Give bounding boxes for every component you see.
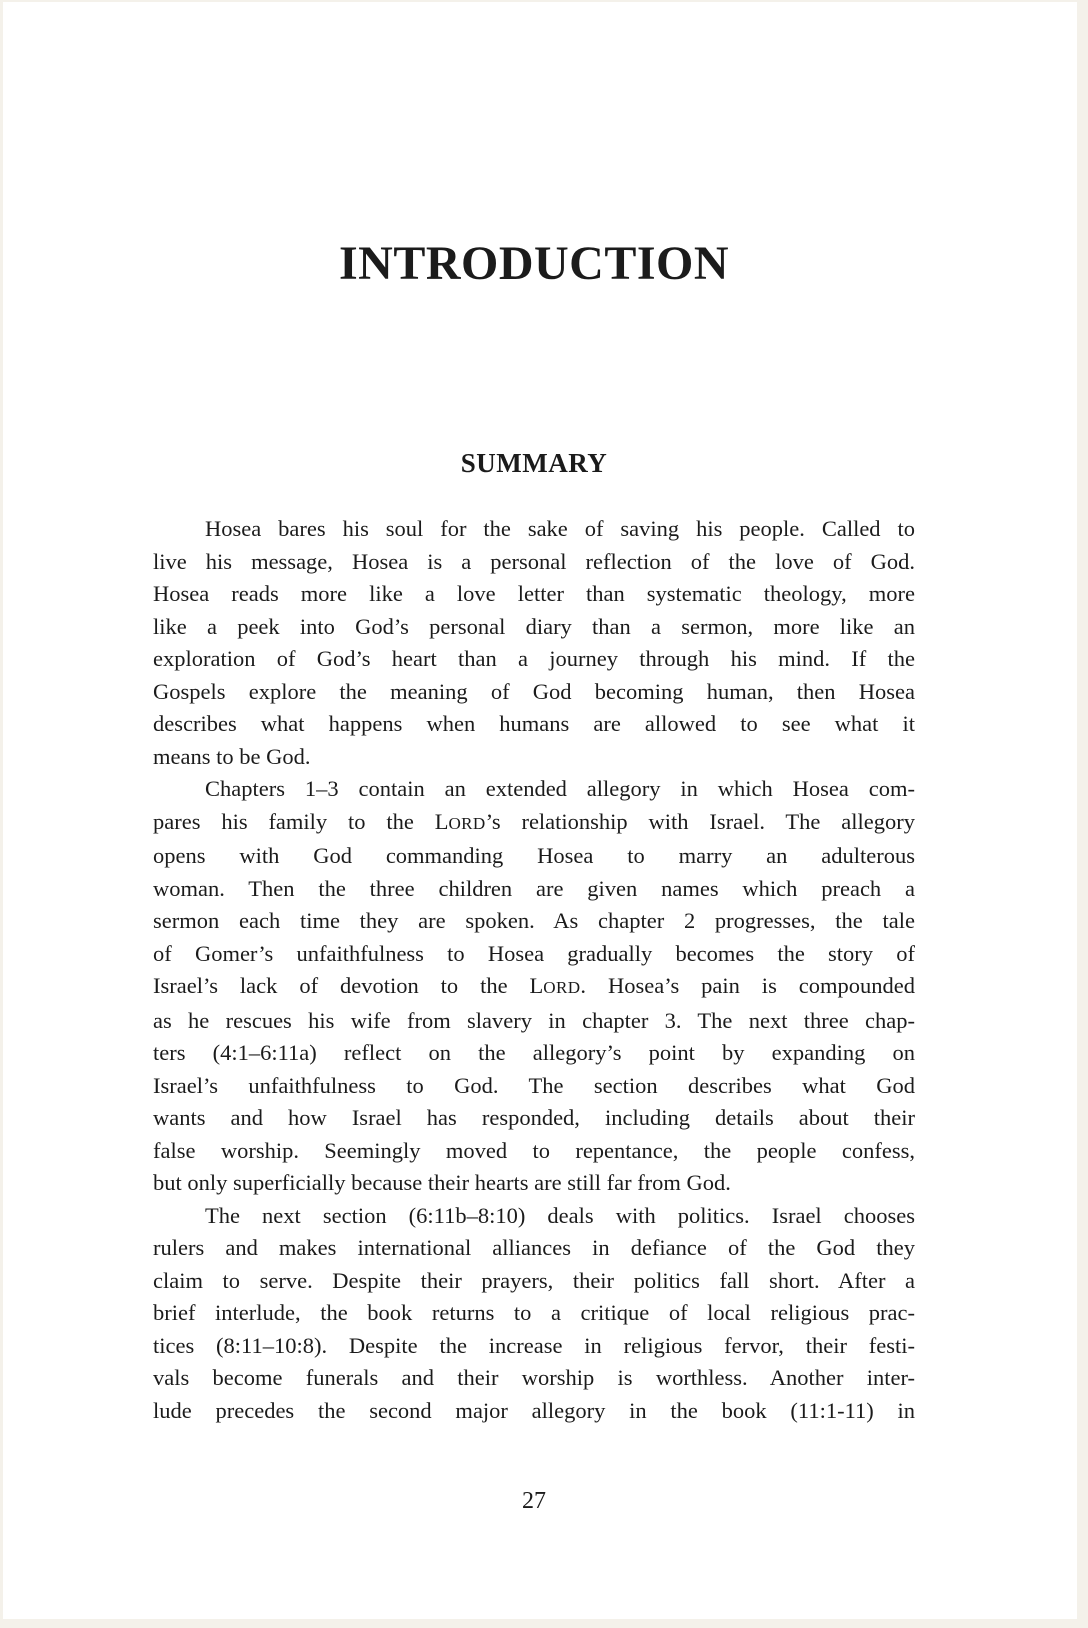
text-line: like a peek into God’s personal diary than a sermon, more like an: [153, 613, 915, 639]
text-line: brief interlude, the book returns to a critique of local religious prac-: [153, 1300, 915, 1325]
text-line: Gospels explore the meaning of God becoming human, then Hosea: [153, 678, 915, 704]
text-line: opens with God commanding Hosea to marry an adulterous: [153, 843, 915, 868]
text-line: sermon each time they are spoken. As chapter 2 progresses, the tale: [153, 908, 915, 933]
book-page: [3, 2, 1077, 1619]
text-line: exploration of God’s heart than a journey through his mind. If the: [153, 646, 915, 671]
body-text: [153, 513, 915, 1427]
text-line: false worship. Seemingly moved to repentance, the people confess,: [153, 1137, 915, 1163]
text-line: ters (4:1–6:11a) reflect on the allegory’s point by expanding on: [153, 1040, 915, 1065]
text-line: Chapters 1–3 contain an extended allegory in which Hosea com-: [205, 776, 915, 801]
text-line: lude precedes the second major allegory in the book (11:1-11) in: [153, 1397, 915, 1423]
text-line: Hosea reads more like a love letter than systematic theology, more: [153, 581, 915, 606]
text-line: describes what happens when humans are allowed to see what it: [153, 711, 915, 736]
text-line: woman. Then the three children are given names which preach a: [153, 875, 915, 901]
text-line: Israel’s lack of devotion to the LORD. Hosea’s pain is compounded: [153, 973, 915, 998]
text-line: vals become funerals and their worship is worthless. Another inter-: [153, 1365, 915, 1390]
text-line: live his message, Hosea is a personal reflection of the love of God.: [153, 548, 915, 574]
text-line: The next section (6:11b–8:10) deals with politics. Israel chooses: [205, 1202, 915, 1228]
text-line: pares his family to the LORD’s relationship with Israel. The allegory: [153, 808, 915, 834]
text-line: as he rescues his wife from slavery in chapter 3. The next three chap-: [153, 1007, 915, 1033]
paragraph: [153, 773, 915, 1200]
text-line: Hosea bares his soul for the sake of saving his people. Called to: [205, 516, 915, 541]
paragraph: [153, 513, 915, 773]
text-line: rulers and makes international alliances in defiance of the God they: [153, 1235, 915, 1260]
text-line: but only superficially because their hearts are still far from God.: [153, 1170, 731, 1195]
text-line: wants and how Israel has responded, including details about their: [153, 1105, 915, 1130]
section-heading: SUMMARY: [460, 448, 608, 478]
text-line: claim to serve. Despite their prayers, their politics fall short. After a: [153, 1267, 915, 1293]
paragraph: [153, 1200, 915, 1428]
text-line: Israel’s unfaithfulness to God. The section describes what God: [153, 1072, 915, 1098]
text-line: means to be God.: [153, 743, 311, 769]
chapter-title: INTRODUCTION: [338, 237, 730, 290]
text-line: tices (8:11–10:8). Despite the increase in religious fervor, their festi-: [153, 1332, 915, 1358]
page-number: 27: [522, 1488, 546, 1514]
text-line: of Gomer’s unfaithfulness to Hosea gradually becomes the story of: [153, 940, 915, 966]
